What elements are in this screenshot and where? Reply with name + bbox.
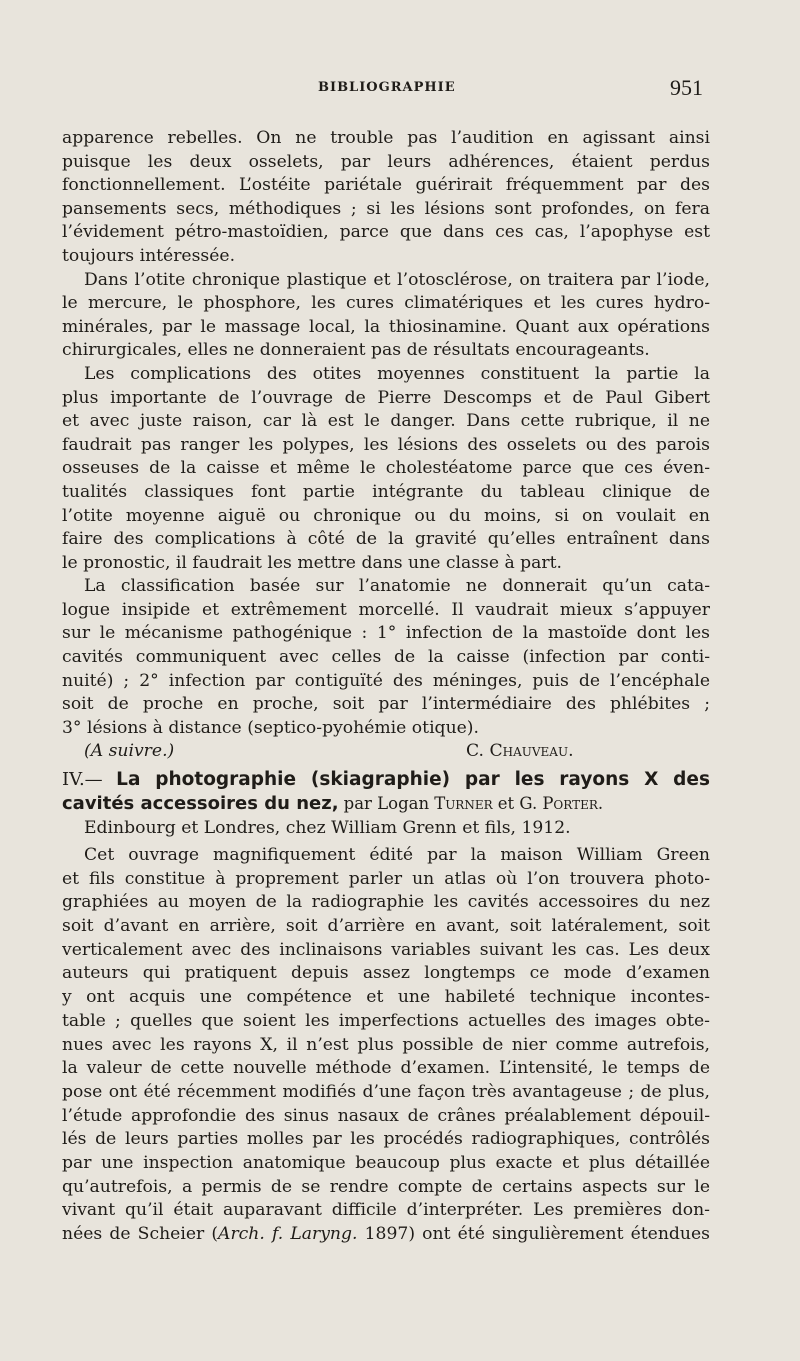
- text-line: la valeur de cette nouvelle méthode d’examen. L’intensité, le temps de: [62, 1058, 710, 1079]
- text-line: minérales, par le massage local, la thiosinamine. Quant aux opérations: [62, 316, 710, 337]
- text-line: l’étude approfondie des sinus nasaux de crânes préalablement dépouil-: [62, 1105, 710, 1126]
- section-numeral: IV.—: [62, 769, 103, 790]
- text-line: 3° lésions à distance (septico-pyohémie otique).: [62, 717, 479, 738]
- review-author-2: Porter.: [542, 794, 604, 813]
- article-author: C. Chauveau.: [466, 741, 574, 762]
- text-line: [62, 1223, 710, 1247]
- text-line: pose ont été récemment modifiés d’une façon très avantageuse ; de plus,: [62, 1081, 710, 1102]
- text-line: tualités classiques font partie intégrante du tableau clinique de: [62, 481, 710, 502]
- text-line: sur le mécanisme pathogénique : 1° infection de la mastoïde dont les: [62, 623, 710, 644]
- text-line: y ont acquis une compétence et une habileté technique incontes-: [62, 987, 710, 1008]
- review-body: [62, 844, 710, 1247]
- to-be-continued: (A suivre.): [84, 741, 175, 762]
- text-fragment: nées de Scheier (: [62, 1224, 219, 1244]
- text-line: cavités communiquent avec celles de la caisse (infection par conti-: [62, 647, 710, 668]
- signature-line: [62, 740, 710, 764]
- text-line: apparence rebelles. On ne trouble pas l’audition en agissant ainsi: [62, 128, 710, 148]
- text-line: nues avec les rayons X, il n’est plus possible de nier comme autrefois,: [62, 1034, 710, 1055]
- text-line: lés de leurs parties molles par les procédés radiographiques, contrôlés: [62, 1129, 710, 1150]
- text-line: Cet ouvrage magnifiquement édité par la maison William Green: [84, 845, 710, 865]
- text-line: faire des complications à côté de la gravité qu’elles entraînent dans: [62, 529, 710, 550]
- review-and: et G.: [497, 794, 538, 813]
- publication-info: Edinbourg et Londres, chez William Grenn et fils, 1912.: [84, 818, 571, 838]
- text-line: l’otite moyenne aiguë ou chronique ou du moins, si on voulait en: [62, 505, 710, 526]
- running-title: BIBLIOGRAPHIE: [318, 80, 456, 95]
- text-line: vivant qu’il était auparavant difficile d’interpréter. Les premières don-: [62, 1200, 710, 1221]
- text-line: l’évidement pétro-mastoïdien, parce que dans ces cas, l’apophyse est: [62, 222, 710, 243]
- text-line: chirurgicales, elles ne donneraient pas de résultats encourageants.: [62, 340, 650, 361]
- text-line: plus importante de l’ouvrage de Pierre Descomps et de Paul Gibert: [62, 387, 710, 408]
- running-head: [0, 75, 800, 102]
- text-line: qu’autrefois, a permis de se rendre compte de certains aspects sur le: [62, 1176, 710, 1197]
- text-line: pansements secs, méthodiques ; si les lésions sont profondes, on fera: [62, 198, 710, 219]
- review-title-line-2: [62, 792, 710, 816]
- review-author-1: Turner: [434, 794, 493, 813]
- text-line: verticalement avec des inclinaisons variables suivant les cas. Les deux: [62, 939, 710, 960]
- review-by: par Logan: [343, 794, 430, 813]
- text-line: et fils constitue à proprement parler un atlas où l’on trouvera photo-: [62, 868, 710, 889]
- text-line: Les complications des otites moyennes constituent la partie la: [84, 363, 710, 384]
- text-line: table ; quelles que soient les imperfections actuelles des images obte-: [62, 1010, 710, 1031]
- text-line: et avec juste raison, car là est le danger. Dans cette rubrique, il ne: [62, 411, 710, 432]
- review-heading: [62, 768, 710, 840]
- page-number: 951: [670, 75, 703, 100]
- text-fragment: 1897) ont été singulièrement étendues: [357, 1224, 710, 1244]
- text-line: soit d’avant en arrière, soit d’arrière en avant, soit latéralement, soit: [62, 916, 710, 937]
- article-continuation: [62, 127, 710, 764]
- text-line: graphiées au moyen de la radiographie les cavités accessoires du nez: [62, 892, 710, 913]
- text-line: le pronostic, il faudrait les mettre dans une classe à part.: [62, 552, 563, 573]
- text-line: fonctionnellement. L’ostéite pariétale guérirait fréquemment par des: [62, 175, 710, 196]
- text-line: le mercure, le phosphore, les cures climatériques et les cures hydro-: [62, 293, 710, 314]
- text-line: toujours intéressée.: [62, 245, 236, 266]
- review-title-part-1: La photographie (skiagraphie) par les rayons X des: [116, 769, 710, 790]
- text-line: puisque les deux osselets, par leurs adhérences, étaient perdus: [62, 151, 710, 172]
- text-line: faudrait pas ranger les polypes, les lésions des osselets ou des parois: [62, 434, 710, 455]
- journal-citation: Arch. f. Laryng.: [218, 1224, 358, 1244]
- text-line: Dans l’otite chronique plastique et l’otosclérose, on traitera par l’iode,: [84, 269, 710, 290]
- review-title-line-1: [62, 768, 710, 792]
- text-line: La classification basée sur l’anatomie ne donnerait qu’un cata-: [84, 576, 710, 597]
- review-title-part-2: cavités accessoires du nez,: [62, 793, 339, 814]
- text-line: auteurs qui pratiquent depuis assez longtemps ce mode d’examen: [62, 963, 710, 984]
- text-line: par une inspection anatomique beaucoup plus exacte et plus détaillée: [62, 1152, 710, 1173]
- text-line: osseuses de la caisse et même le cholestéatome parce que ces éven-: [62, 458, 710, 479]
- text-line: logue insipide et extrêmement morcellé. Il vaudrait mieux s’appuyer: [62, 599, 710, 620]
- text-line: nuité) ; 2° infection par contiguïté des méninges, puis de l’encéphale: [62, 670, 710, 691]
- text-line: soit de proche en proche, soit par l’intermédiaire des phlébites ;: [62, 694, 710, 715]
